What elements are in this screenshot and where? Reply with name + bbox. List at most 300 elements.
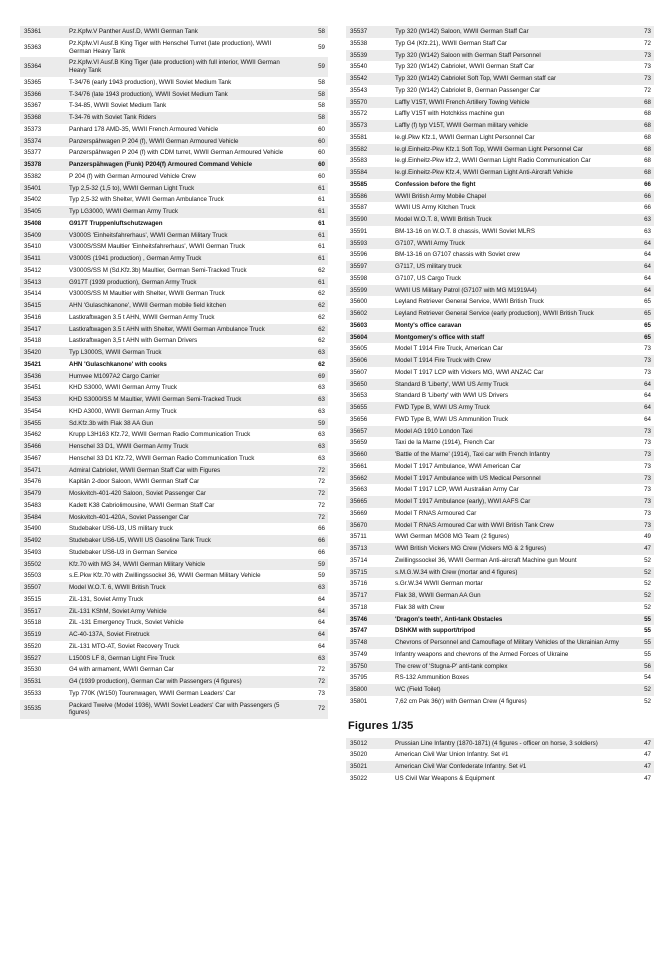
product-description: T-34/76 (late 1943 production), WWII Soviet Medium Tank xyxy=(65,89,297,101)
product-price: 63 xyxy=(297,394,328,406)
product-price: 73 xyxy=(623,367,654,379)
product-price: 58 xyxy=(297,100,328,112)
product-code: 35020 xyxy=(346,749,391,761)
product-description: G917T Truppenluftschutzwagen xyxy=(65,218,297,230)
product-code: 35711 xyxy=(346,531,391,543)
product-description: Pz.Kpfw.VI Ausf.B King Tiger (late production) with full interior, WWII German Heavy Tank xyxy=(65,57,297,77)
table-row xyxy=(20,394,328,406)
product-code: 35471 xyxy=(20,465,65,477)
table-row xyxy=(20,582,328,594)
table-row xyxy=(346,108,654,120)
table-row xyxy=(346,202,654,214)
table-row xyxy=(346,249,654,261)
product-price: 73 xyxy=(623,508,654,520)
product-code: 35410 xyxy=(20,241,65,253)
product-code: 35747 xyxy=(346,625,391,637)
product-description: G4 with armament, WWII German Car xyxy=(65,664,297,676)
product-price: 72 xyxy=(297,488,328,500)
product-code: 35373 xyxy=(20,124,65,136)
product-price: 66 xyxy=(623,179,654,191)
table-row xyxy=(346,226,654,238)
table-row xyxy=(20,441,328,453)
product-price: 56 xyxy=(623,661,654,673)
product-description: Zwillingssockel 36, WWII German Anti-aircraft Machine gun Mount xyxy=(391,555,623,567)
table-row xyxy=(346,684,654,696)
product-price: 72 xyxy=(297,512,328,524)
product-description: American Civil War Confederate Infantry. Set #1 xyxy=(391,761,623,773)
product-price: 68 xyxy=(623,97,654,109)
table-row xyxy=(20,476,328,488)
table-row xyxy=(346,320,654,332)
product-description: Typ LG3000, WWII German Army Truck xyxy=(65,206,297,218)
product-price: 64 xyxy=(623,285,654,297)
product-code: 35377 xyxy=(20,147,65,159)
product-code: 35374 xyxy=(20,136,65,148)
product-code: 35599 xyxy=(346,285,391,297)
product-price: 64 xyxy=(623,414,654,426)
product-code: 35402 xyxy=(20,194,65,206)
table-row xyxy=(346,761,654,773)
product-code: 35606 xyxy=(346,355,391,367)
product-price: 58 xyxy=(297,77,328,89)
product-description: ZiL-131 KShM, Soviet Army Vehicle xyxy=(65,606,297,618)
product-code: 35715 xyxy=(346,567,391,579)
product-code: 35661 xyxy=(346,461,391,473)
table-row xyxy=(346,555,654,567)
table-row xyxy=(20,664,328,676)
table-row xyxy=(20,241,328,253)
table-row xyxy=(346,261,654,273)
product-price: 61 xyxy=(297,241,328,253)
product-price: 58 xyxy=(297,89,328,101)
product-description: Admiral Cabriolet, WWII German Staff Car with Figures xyxy=(65,465,297,477)
table-row xyxy=(346,738,654,750)
product-description: FWD Type B, WWI US Ammunition Truck xyxy=(391,414,623,426)
table-row xyxy=(20,124,328,136)
table-row xyxy=(20,300,328,312)
product-code: 35420 xyxy=(20,347,65,359)
product-description: s.E.Pkw Kfz.70 with Zwillingssockel 36, WWII German Military Vehicle xyxy=(65,570,297,582)
table-row xyxy=(20,277,328,289)
table-row xyxy=(346,496,654,508)
product-price: 64 xyxy=(623,379,654,391)
product-code: 35363 xyxy=(20,38,65,58)
table-row xyxy=(346,296,654,308)
product-code: 35466 xyxy=(20,441,65,453)
product-price: 60 xyxy=(297,136,328,148)
product-description: Typ 770K (W150) Tourenwagen, WWII German Leaders' Car xyxy=(65,688,297,700)
product-price: 63 xyxy=(297,382,328,394)
product-price: 59 xyxy=(297,559,328,571)
product-description: Panzerspähwagen P 204 (f) with CDM turret, WWII German Armoured Vehicle xyxy=(65,147,297,159)
product-price: 66 xyxy=(623,191,654,203)
product-description: Infantry weapons and chevrons of the Armed Forces of Ukraine xyxy=(391,649,623,661)
table-row xyxy=(20,453,328,465)
product-price: 73 xyxy=(623,73,654,85)
table-row xyxy=(346,602,654,614)
product-description: WC (Field Toilet) xyxy=(391,684,623,696)
table-row xyxy=(20,606,328,618)
table-row xyxy=(346,332,654,344)
product-price: 66 xyxy=(297,523,328,535)
table-row xyxy=(20,26,328,38)
product-price: 64 xyxy=(297,629,328,641)
product-code: 35361 xyxy=(20,26,65,38)
product-description: WWII British Army Mobile Chapel xyxy=(391,191,623,203)
product-code: 35573 xyxy=(346,120,391,132)
product-code: 35517 xyxy=(20,606,65,618)
product-price: 60 xyxy=(297,124,328,136)
product-code: 35596 xyxy=(346,249,391,261)
product-code: 35519 xyxy=(20,629,65,641)
table-row xyxy=(20,429,328,441)
product-price: 72 xyxy=(297,664,328,676)
product-price: 52 xyxy=(623,567,654,579)
table-row xyxy=(346,191,654,203)
product-price: 62 xyxy=(297,265,328,277)
product-description: Laffly V15T with Hotchkiss machine gun xyxy=(391,108,623,120)
table-row xyxy=(346,61,654,73)
product-price: 73 xyxy=(623,496,654,508)
product-price: 47 xyxy=(623,773,654,785)
product-code: 35527 xyxy=(20,653,65,665)
product-description: L1500S LF 8, German Light Fire Truck xyxy=(65,653,297,665)
product-description: FWD Type B, WWI US Army Truck xyxy=(391,402,623,414)
table-row xyxy=(346,696,654,708)
product-price: 49 xyxy=(623,531,654,543)
product-description: WWII US Military Patrol (G7107 with MG M1919A4) xyxy=(391,285,623,297)
table-row xyxy=(20,406,328,418)
table-row xyxy=(20,312,328,324)
table-row xyxy=(20,335,328,347)
product-description: V3000S (1941 production) , German Army Truck xyxy=(65,253,297,265)
table-row xyxy=(20,253,328,265)
product-price: 73 xyxy=(623,355,654,367)
product-description: s.M.G.W.34 with Crew (mortar and 4 figures) xyxy=(391,567,623,579)
product-description: WWI German MG08 MG Team (2 figures) xyxy=(391,531,623,543)
product-price: 63 xyxy=(297,582,328,594)
table-row xyxy=(20,206,328,218)
product-description: Laffly (f) typ V15T, WWII German military vehicle xyxy=(391,120,623,132)
product-code: 35653 xyxy=(346,390,391,402)
product-price: 52 xyxy=(623,602,654,614)
table-row xyxy=(20,570,328,582)
product-description: G4 (1939 production), German Car with Passengers (4 figures) xyxy=(65,676,297,688)
product-code: 35584 xyxy=(346,167,391,179)
table-row xyxy=(346,484,654,496)
product-code: 35518 xyxy=(20,617,65,629)
table-row xyxy=(346,508,654,520)
product-price: 64 xyxy=(623,238,654,250)
figures-table xyxy=(346,738,654,785)
right-product-table xyxy=(346,26,654,708)
product-code: 35502 xyxy=(20,559,65,571)
product-price: 73 xyxy=(623,461,654,473)
product-description: le.gl.Einheitz-Pkw Kfz.4, WWII German Light Anti-Aircraft Vehicle xyxy=(391,167,623,179)
product-description: Chevrons of Personnel and Camouflage of Military Vehicles of the Ukrainian Army xyxy=(391,637,623,649)
product-code: 35665 xyxy=(346,496,391,508)
product-description: Panhard 178 AMD-35, WWII French Armoured Vehicle xyxy=(65,124,297,136)
product-price: 68 xyxy=(623,167,654,179)
product-description: KHD S3000, WWII German Army Truck xyxy=(65,382,297,394)
product-description: G7107, WWII Army Truck xyxy=(391,238,623,250)
product-price: 72 xyxy=(297,465,328,477)
right-column xyxy=(346,26,654,950)
product-price: 64 xyxy=(623,390,654,402)
product-price: 72 xyxy=(623,85,654,97)
product-price: 66 xyxy=(623,202,654,214)
table-row xyxy=(20,594,328,606)
product-code: 35662 xyxy=(346,473,391,485)
table-row xyxy=(20,512,328,524)
table-row xyxy=(20,100,328,112)
product-description: Studebaker US6-U5, WWII US Gasoline Tank Truck xyxy=(65,535,297,547)
table-row xyxy=(346,120,654,132)
product-code: 35454 xyxy=(20,406,65,418)
product-code: 35415 xyxy=(20,300,65,312)
product-price: 65 xyxy=(623,308,654,320)
product-code: 35537 xyxy=(346,26,391,38)
product-code: 35405 xyxy=(20,206,65,218)
product-code: 35378 xyxy=(20,159,65,171)
product-code: 35412 xyxy=(20,265,65,277)
product-description: V3000S 'Einheitsfahrerhaus', WWII German Military Truck xyxy=(65,230,297,242)
product-description: Leyland Retriever General Service (early production), WWII British Truck xyxy=(391,308,623,320)
product-description: Typ 2,5-32 with Shelter, WWII German Ambulance Truck xyxy=(65,194,297,206)
product-price: 62 xyxy=(297,335,328,347)
product-description: Model T RNAS Armoured Car xyxy=(391,508,623,520)
product-description: Humvee M1097A2 Cargo Carrier xyxy=(65,371,297,383)
table-row xyxy=(20,194,328,206)
product-description: s.Gr.W.34 WWII German mortar xyxy=(391,578,623,590)
product-description: G7107, US Cargo Truck xyxy=(391,273,623,285)
product-description: Studebaker US6-U3 in German Service xyxy=(65,547,297,559)
product-description: Sd.Kfz.3b with Flak 38 AA Gun xyxy=(65,418,297,430)
product-price: 68 xyxy=(623,132,654,144)
product-price: 64 xyxy=(297,594,328,606)
product-description: Standard B 'Liberty', WWI US Army Truck xyxy=(391,379,623,391)
product-price: 63 xyxy=(297,653,328,665)
table-row xyxy=(20,418,328,430)
product-description: P 204 (f) with German Armoured Vehicle Crew xyxy=(65,171,297,183)
table-row xyxy=(20,89,328,101)
table-row xyxy=(20,700,328,720)
table-row xyxy=(20,147,328,159)
product-price: 59 xyxy=(297,57,328,77)
table-row xyxy=(20,653,328,665)
product-description: AHN 'Gulaschkanone' with cooks xyxy=(65,359,297,371)
product-description: Flak 38 with Crew xyxy=(391,602,623,614)
product-code: 35530 xyxy=(20,664,65,676)
product-description: KHD S3000/SS M Maultier, WWII German Semi-Tracked Truck xyxy=(65,394,297,406)
product-price: 73 xyxy=(623,343,654,355)
product-price: 73 xyxy=(623,26,654,38)
table-row xyxy=(346,461,654,473)
product-code: 35581 xyxy=(346,132,391,144)
product-description: Model T 1914 Fire Truck with Crew xyxy=(391,355,623,367)
product-price: 62 xyxy=(297,359,328,371)
table-row xyxy=(346,426,654,438)
product-description: The crew of 'Stugna-P' anti-tank complex xyxy=(391,661,623,673)
product-price: 55 xyxy=(623,637,654,649)
product-price: 62 xyxy=(297,288,328,300)
table-row xyxy=(346,273,654,285)
product-code: 35451 xyxy=(20,382,65,394)
table-row xyxy=(20,57,328,77)
product-price: 52 xyxy=(623,684,654,696)
table-row xyxy=(346,520,654,532)
table-row xyxy=(20,218,328,230)
product-code: 35455 xyxy=(20,418,65,430)
product-price: 59 xyxy=(297,38,328,58)
table-row xyxy=(346,773,654,785)
table-row xyxy=(346,449,654,461)
product-price: 61 xyxy=(297,253,328,265)
product-description: BM-13-16 on W.O.T. 8 chassis, WWII Soviet MLRS xyxy=(391,226,623,238)
product-code: 35418 xyxy=(20,335,65,347)
product-code: 35605 xyxy=(346,343,391,355)
product-code: 35414 xyxy=(20,288,65,300)
left-table-body xyxy=(20,26,328,719)
table-row xyxy=(346,473,654,485)
table-row xyxy=(346,749,654,761)
product-description: le.gl.Pkw Kfz.1, WWII German Light Personnel Car xyxy=(391,132,623,144)
product-code: 35800 xyxy=(346,684,391,696)
table-row xyxy=(20,559,328,571)
product-code: 35531 xyxy=(20,676,65,688)
product-price: 73 xyxy=(297,688,328,700)
product-code: 35484 xyxy=(20,512,65,524)
figures-table-body xyxy=(346,738,654,785)
table-row xyxy=(20,465,328,477)
table-row xyxy=(346,543,654,555)
product-description: Typ G4 (Kfz.21), WWII German Staff Car xyxy=(391,38,623,50)
product-description: RS-132 Ammunition Boxes xyxy=(391,672,623,684)
product-price: 62 xyxy=(297,324,328,336)
product-description: Laffly V15T, WWII French Artillery Towing Vehicle xyxy=(391,97,623,109)
table-row xyxy=(20,183,328,195)
product-description: WWI British Vickers MG Crew (Vickers MG & 2 figures) xyxy=(391,543,623,555)
product-price: 63 xyxy=(623,214,654,226)
table-row xyxy=(20,288,328,300)
table-row xyxy=(20,136,328,148)
product-price: 55 xyxy=(623,614,654,626)
product-code: 35539 xyxy=(346,50,391,62)
product-code: 35659 xyxy=(346,437,391,449)
product-code: 35801 xyxy=(346,696,391,708)
table-row xyxy=(20,523,328,535)
product-code: 35421 xyxy=(20,359,65,371)
table-row xyxy=(346,661,654,673)
product-description: T-34-76 with Soviet Tank Riders xyxy=(65,112,297,124)
product-price: 59 xyxy=(297,570,328,582)
product-price: 47 xyxy=(623,738,654,750)
table-row xyxy=(20,112,328,124)
product-description: Pz.Kpfw.V Panther Ausf.D, WWII German Tank xyxy=(65,26,297,38)
table-row xyxy=(20,324,328,336)
product-price: 64 xyxy=(623,249,654,261)
product-code: 35535 xyxy=(20,700,65,720)
table-row xyxy=(20,77,328,89)
product-price: 69 xyxy=(297,371,328,383)
product-code: 35655 xyxy=(346,402,391,414)
product-code: 35503 xyxy=(20,570,65,582)
product-description: Model W.O.T. 6, WWII British Truck xyxy=(65,582,297,594)
product-code: 35520 xyxy=(20,641,65,653)
table-row xyxy=(346,437,654,449)
product-description: Model AG 1910 London Taxi xyxy=(391,426,623,438)
product-description: Packard Twelve (Model 1936), WWII Soviet Leaders' Car with Passengers (5 figures) xyxy=(65,700,297,720)
product-code: 35748 xyxy=(346,637,391,649)
product-price: 73 xyxy=(623,437,654,449)
product-price: 72 xyxy=(297,676,328,688)
product-description: V3000S/SS M (Sd.Kfz.3b) Maultier, German Semi-Tracked Truck xyxy=(65,265,297,277)
product-code: 35598 xyxy=(346,273,391,285)
product-price: 68 xyxy=(623,155,654,167)
product-code: 35717 xyxy=(346,590,391,602)
table-row xyxy=(346,567,654,579)
product-code: 35593 xyxy=(346,238,391,250)
product-code: 35656 xyxy=(346,414,391,426)
table-row xyxy=(346,355,654,367)
product-code: 35657 xyxy=(346,426,391,438)
product-code: 35590 xyxy=(346,214,391,226)
product-description: Model T 1914 Fire Truck, American Car xyxy=(391,343,623,355)
table-row xyxy=(20,159,328,171)
product-description: Lastkraftwagen 3.5 t AHN with Shelter, WWII German Ambulance Truck xyxy=(65,324,297,336)
product-code: 35713 xyxy=(346,543,391,555)
product-code: 35586 xyxy=(346,191,391,203)
product-code: 35401 xyxy=(20,183,65,195)
table-row xyxy=(346,97,654,109)
product-price: 66 xyxy=(297,547,328,559)
product-description: T-34/76 (early 1943 production), WWII Soviet Medium Tank xyxy=(65,77,297,89)
product-description: WWII US Army Kitchen Truck xyxy=(391,202,623,214)
table-row xyxy=(346,614,654,626)
product-code: 35483 xyxy=(20,500,65,512)
product-code: 35366 xyxy=(20,89,65,101)
table-row xyxy=(346,38,654,50)
product-price: 64 xyxy=(297,606,328,618)
product-price: 63 xyxy=(297,406,328,418)
product-price: 73 xyxy=(623,473,654,485)
product-code: 35591 xyxy=(346,226,391,238)
table-row xyxy=(346,155,654,167)
product-price: 47 xyxy=(623,749,654,761)
product-code: 35467 xyxy=(20,453,65,465)
table-row xyxy=(346,73,654,85)
table-row xyxy=(346,578,654,590)
product-code: 35507 xyxy=(20,582,65,594)
table-row xyxy=(346,649,654,661)
table-row xyxy=(20,171,328,183)
product-price: 65 xyxy=(623,332,654,344)
product-description: Moskvitch-401-420 Saloon, Soviet Passenger Car xyxy=(65,488,297,500)
product-code: 35416 xyxy=(20,312,65,324)
product-code: 35603 xyxy=(346,320,391,332)
product-description: Kadett K38 Cabriolimousine, WWII German Staff Car xyxy=(65,500,297,512)
table-row xyxy=(346,179,654,191)
product-description: AC-40-137A, Soviet Firetruck xyxy=(65,629,297,641)
product-price: 63 xyxy=(623,226,654,238)
product-price: 63 xyxy=(297,429,328,441)
product-price: 47 xyxy=(623,761,654,773)
product-code: 35408 xyxy=(20,218,65,230)
product-price: 73 xyxy=(623,50,654,62)
product-description: ZiL-131 MTO-AT, Soviet Recovery Truck xyxy=(65,641,297,653)
table-row xyxy=(346,50,654,62)
product-description: ZiL-131, Soviet Army Truck xyxy=(65,594,297,606)
